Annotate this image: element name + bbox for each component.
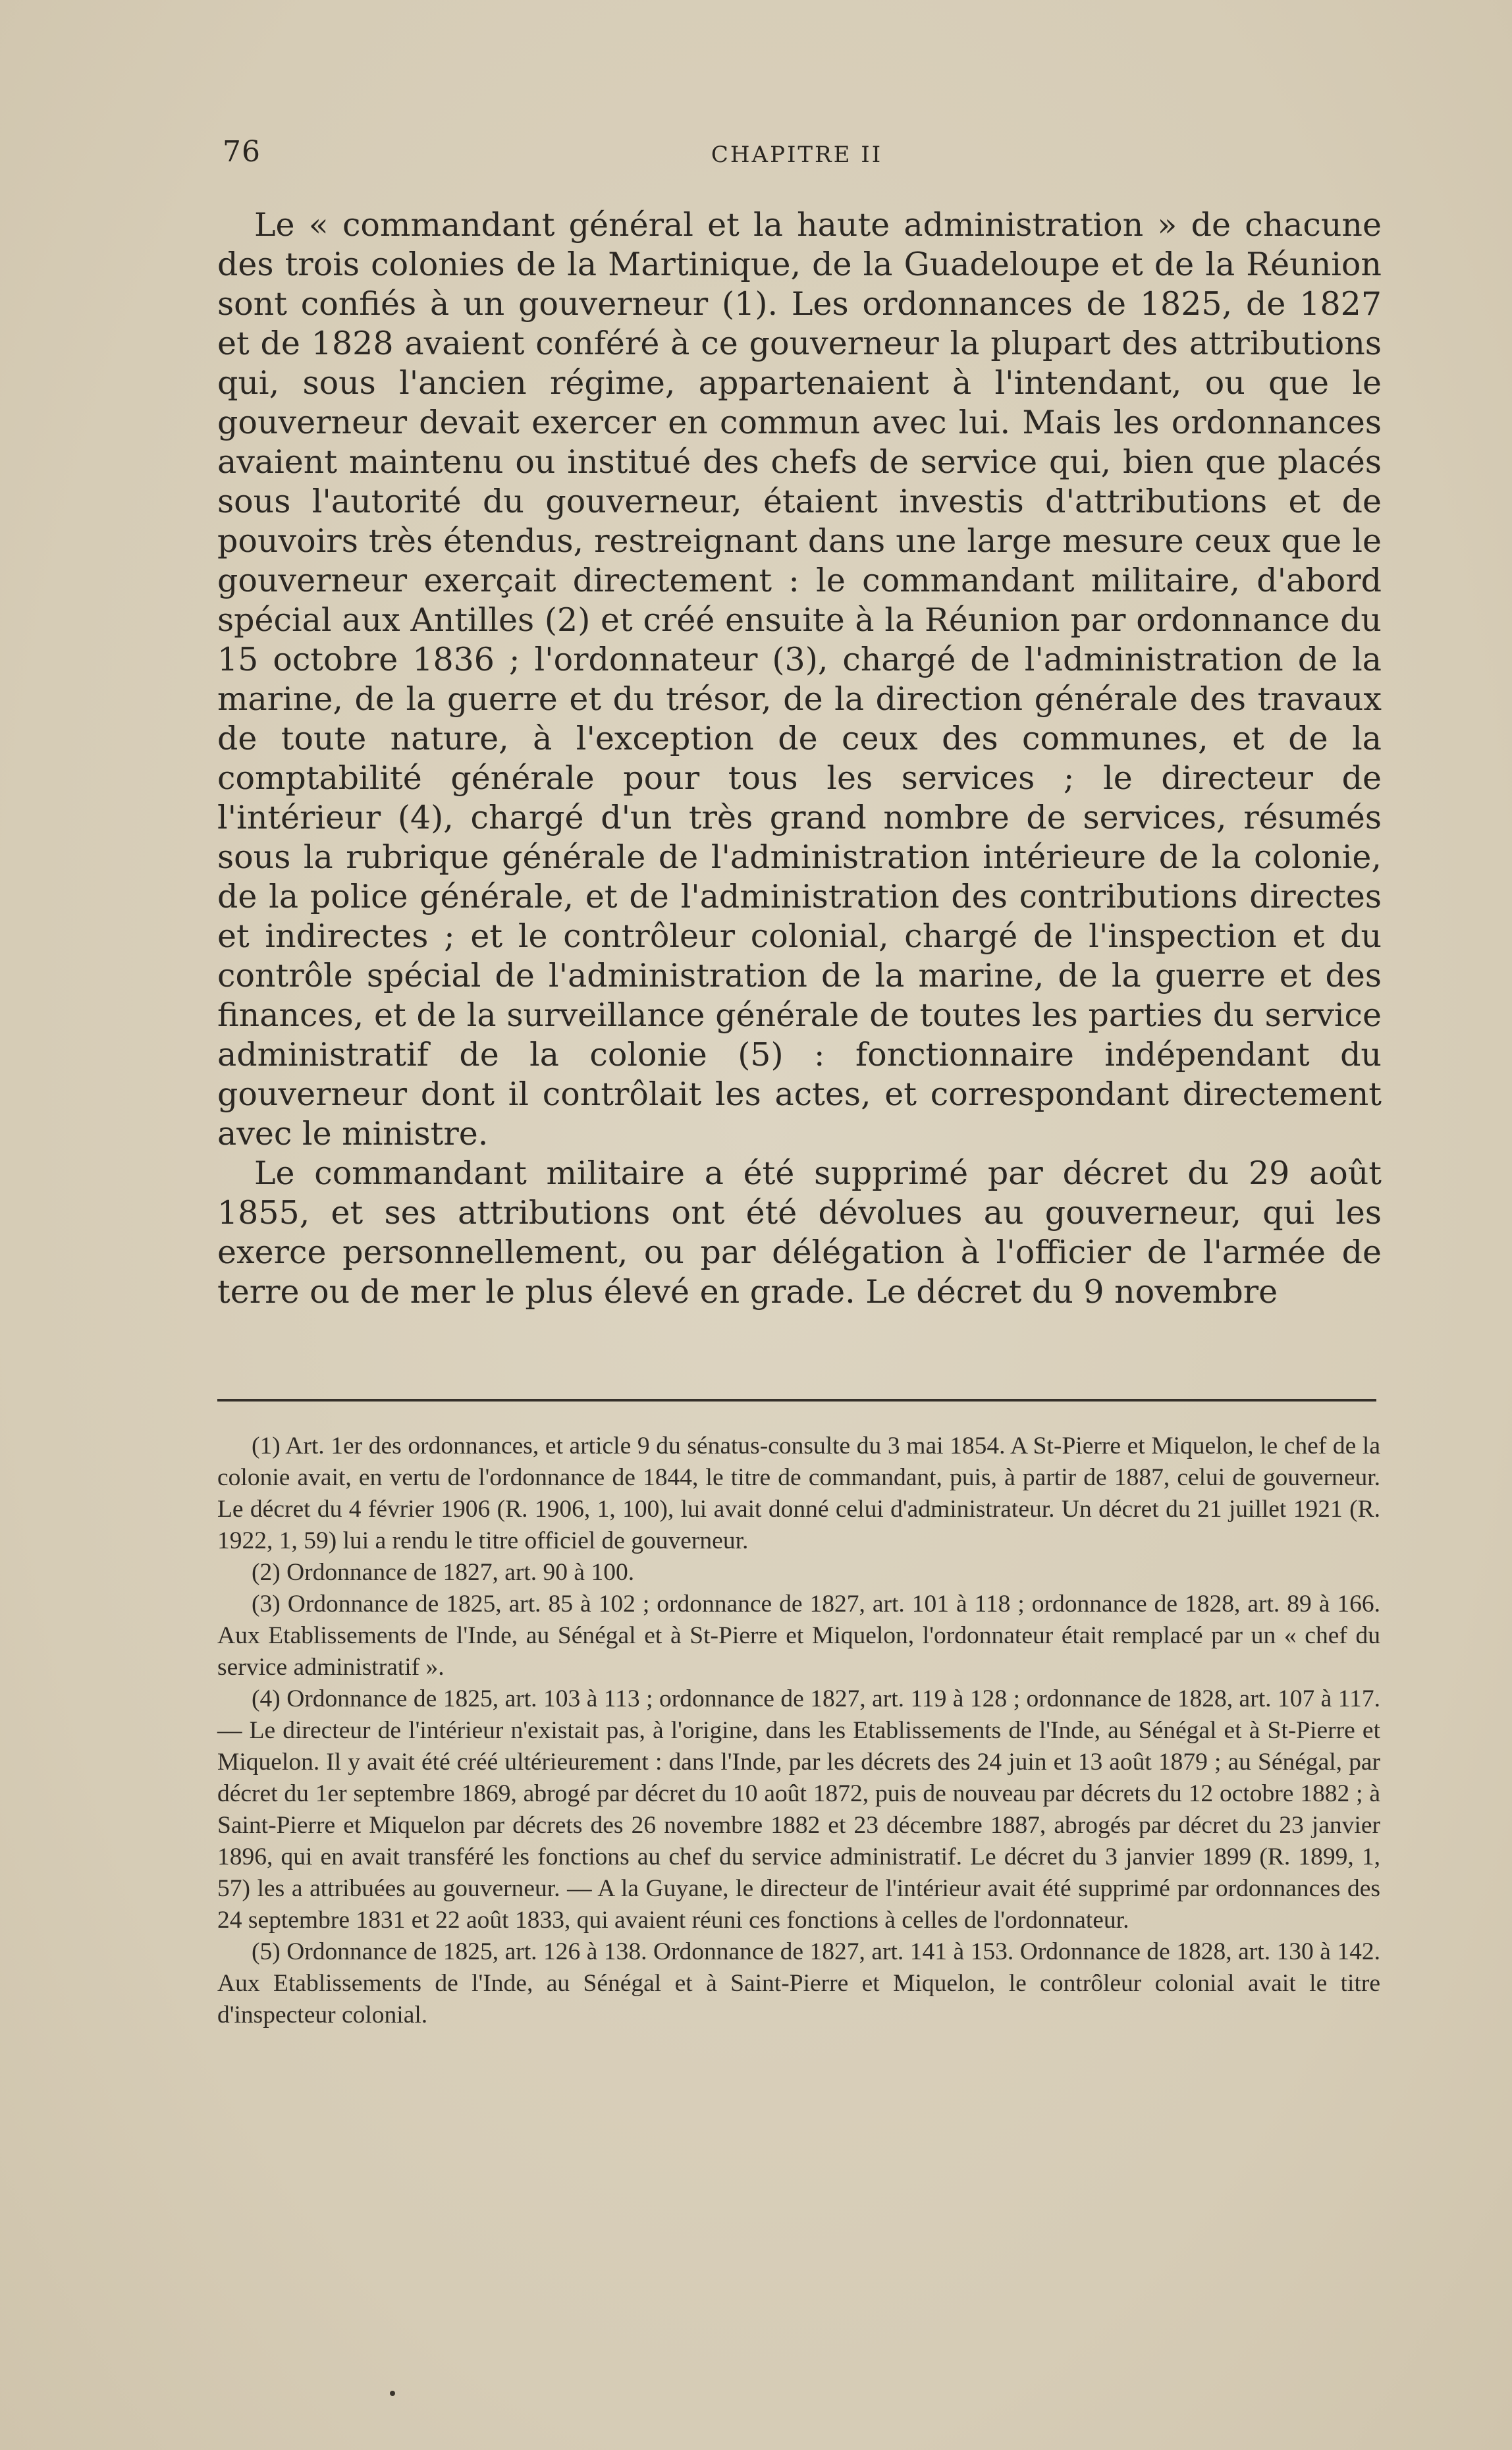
main-text <box>217 205 1382 1312</box>
footnote-divider <box>217 1399 1376 1402</box>
footnote-1: (1) Art. 1er des ordonnances, et article 9 du sénatus-consulte du 3 mai 1854. A St-Pierre et Miquelon, le chef de la colonie avait, en vertu de l'ordonnance de 1844, le titre de commandant, puis, à partir de 1887, celui de gouverneur. Le décret du 4 février 1906 (R. 1906, 1, 100), lui avait donné celui d'administrateur. Un décret du 21 juillet 1921 (R. 1922, 1, 59) lui a rendu le titre officiel de gouverneur. <box>217 1432 1380 1554</box>
footnote-4: (4) Ordonnance de 1825, art. 103 à 113 ; ordonnance de 1827, art. 119 à 128 ; ordonnance de 1828, art. 107 à 117. — Le directeur de l'intérieur n'existait pas, à l'origine, dans les Etablissements de l'Inde, au Sénégal et à St-Pierre et Miquelon. Il y avait été créé ultérieurement : dans l'Inde, par les décrets des 24 juin et 13 août 1879 ; au Sénégal, par décret du 1er septembre 1869, abrogé par décret du 10 août 1872, puis de nouveau par décrets du 12 octobre 1882 ; à Saint-Pierre et Miquelon par décrets des 26 novembre 1882 et 23 décembre 1887, abrogés par décret du 23 janvier 1896, qui en avait transféré les fonctions au chef du service administratif. Le décret du 3 janvier 1899 (R. 1899, 1, 57) les a attribuées au gouverneur. — A la Guyane, le directeur de l'intérieur avait été supprimé par ordonnances des 24 septembre 1831 et 22 août 1833, qui avaient réuni ces fonctions à celles de l'ordonnateur. <box>217 1685 1380 1934</box>
footnote-2: (2) Ordonnance de 1827, art. 90 à 100. <box>252 1559 635 1586</box>
body-paragraph: Le « commandant général et la haute administration » de chacune des trois colonies de la Martinique, de la Guadeloupe et de la Réunion sont confiés à un gouverneur (1). Les ordonnances de 1825, de 1827 et de 1828 avaient conféré à ce gouverneur la plupart des attributions qui, sous l'ancien régime, appartenaient à l'intendant, ou que le gouverneur devait exercer en commun avec lui. Mais les ordonnances avaient maintenu ou institué des chefs de service qui, bien que placés sous l'autorité du gouverneur, étaient investis d'attributions et de pouvoirs très étendus, restreignant dans une large mesure ceux que le gouverneur exerçait directement : le commandant militaire, d'abord spécial aux Antilles (2) et créé ensuite à la Réunion par ordonnance du 15 octobre 1836 ; l'ordonnateur (3), chargé de l'administration de la marine, de la guerre et du trésor, de la direction générale des travaux de toute nature, à l'exception de ceux des communes, et de la comptabilité générale pour tous les services ; le directeur de l'intérieur (4), chargé d'un très grand nombre de services, résumés sous la rubrique générale de l'administration intérieure de la colonie, de la police générale, et de l'administration des contributions directes et indirectes ; et le contrôleur colonial, chargé de l'inspection et du contrôle spécial de l'administration de la marine, de la guerre et des finances, et de la surveillance générale de toutes les parties du service administratif de la colonie (5) : fonctionnaire indépendant du gouverneur dont il contrôlait les actes, et correspondant directement avec le ministre. <box>217 206 1382 1153</box>
body-paragraph: Le commandant militaire a été supprimé par décret du 29 août 1855, et ses attributions ont été dévolues au gouverneur, qui les exerce personnellement, ou par délégation à l'officier de l'armée de terre ou de mer le plus élevé en grade. Le décret du 9 novembre <box>217 1155 1382 1311</box>
footnote-3: (3) Ordonnance de 1825, art. 85 à 102 ; ordonnance de 1827, art. 101 à 118 ; ordonnance de 1828, art. 89 à 166. Aux Etablissements de l'Inde, au Sénégal et à St-Pierre et Miquelon, l'ordonnateur était remplacé par un « chef du service administratif ». <box>217 1591 1380 1681</box>
footnote-5: (5) Ordonnance de 1825, art. 126 à 138. Ordonnance de 1827, art. 141 à 153. Ordonnance de 1828, art. 130 à 142. Aux Etablissements de l'Inde, au Sénégal et à Saint-Pierre et Miquelon, le contrôleur colonial avait le titre d'inspecteur colonial. <box>217 1938 1380 2028</box>
page-header <box>217 135 1376 175</box>
footnotes <box>217 1430 1380 2031</box>
ink-speck <box>390 2391 395 2396</box>
page-number: 76 <box>223 135 261 169</box>
running-head: CHAPITRE II <box>711 142 883 168</box>
